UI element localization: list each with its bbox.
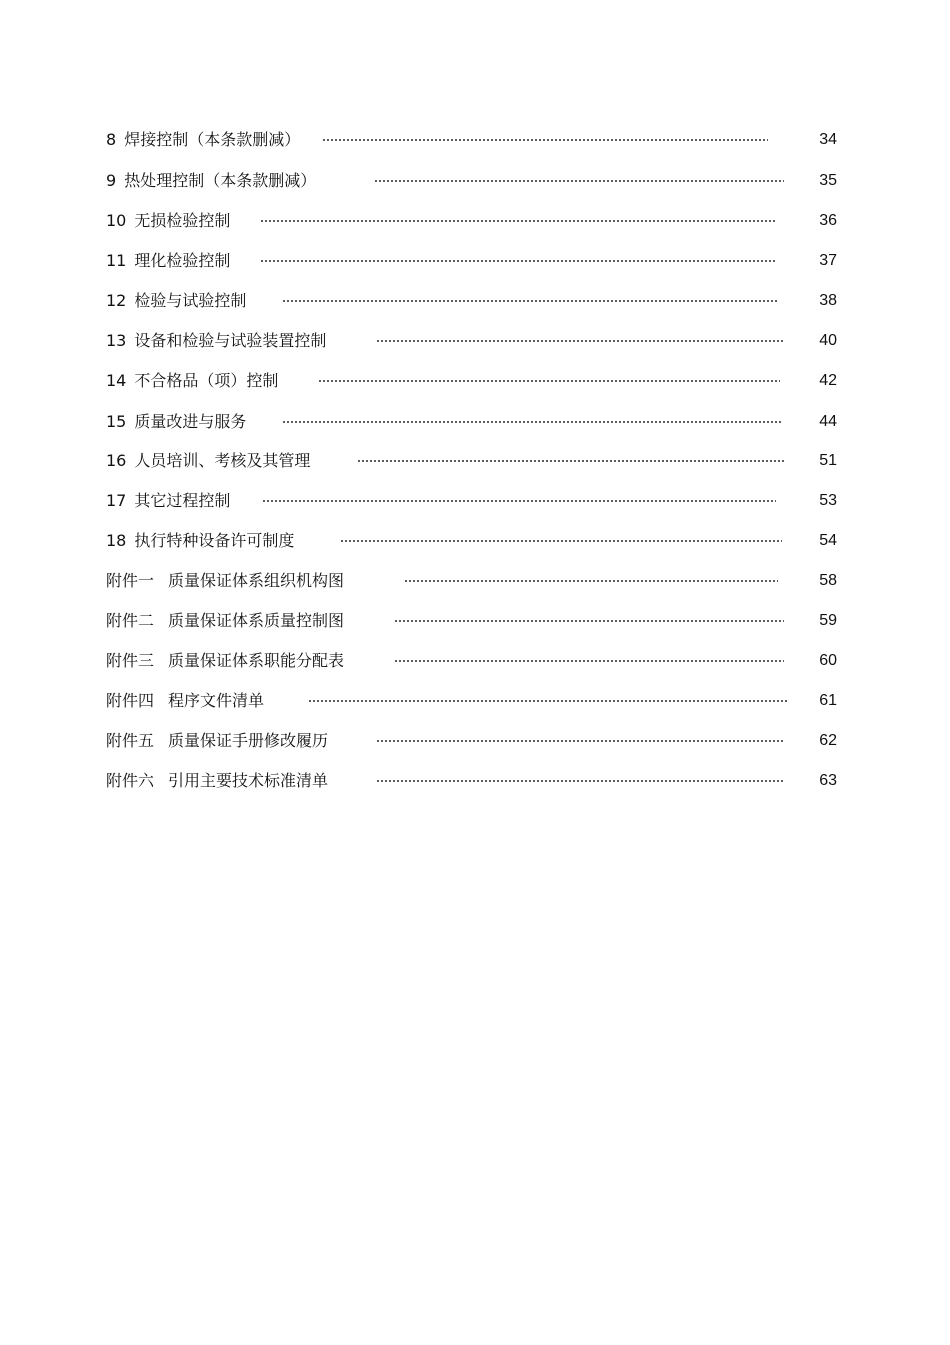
toc-entry-title	[106, 289, 246, 313]
dot-leader	[282, 421, 782, 423]
toc-entry-8[interactable]	[0, 128, 950, 152]
toc-entry-label: 焊接控制（本条款删减）	[124, 130, 301, 149]
toc-entry-annex-3[interactable]	[0, 649, 950, 673]
toc-entry-number: 12	[106, 291, 127, 310]
toc-entry-page: 54	[819, 532, 837, 549]
toc-entry-label: 设备和检验与试验装置控制	[134, 331, 327, 350]
dot-leader	[376, 740, 784, 742]
toc-entry-number: 附件四	[106, 691, 155, 710]
toc-entry-label: 质量保证手册修改履历	[168, 731, 329, 750]
toc-entry-label: 执行特种设备许可制度	[134, 531, 295, 550]
dot-leader	[260, 220, 776, 222]
toc-entry-annex-6[interactable]	[0, 769, 950, 793]
toc-entry-label: 人员培训、考核及其管理	[134, 451, 311, 470]
toc-entry-page: 63	[819, 772, 837, 789]
toc-entry-number: 11	[106, 251, 127, 270]
toc-entry-page: 37	[819, 252, 837, 269]
toc-entry-number: 9	[106, 171, 117, 190]
toc-entry-label: 质量保证体系职能分配表	[168, 651, 345, 670]
toc-entry-16[interactable]	[0, 449, 950, 473]
toc-entry-label: 热处理控制（本条款删减）	[124, 171, 317, 190]
toc-entry-page: 42	[819, 372, 837, 389]
toc-entry-title	[106, 209, 230, 233]
toc-entry-18[interactable]	[0, 529, 950, 553]
toc-entry-number: 18	[106, 531, 127, 550]
toc-entry-number: 附件六	[106, 771, 155, 790]
toc-entry-title	[106, 369, 278, 393]
toc-entry-page: 40	[819, 332, 837, 349]
toc-entry-title	[106, 689, 264, 713]
toc-entry-number: 附件三	[106, 651, 155, 670]
toc-entry-9[interactable]	[0, 169, 950, 193]
toc-entry-label: 质量保证体系组织机构图	[168, 571, 345, 590]
toc-entry-title	[106, 769, 328, 793]
dot-leader	[322, 139, 768, 141]
toc-entry-label: 理化检验控制	[134, 251, 231, 270]
toc-entry-page: 62	[819, 732, 837, 749]
toc-entry-title	[106, 128, 300, 152]
toc-entry-number: 10	[106, 211, 127, 230]
toc-entry-number: 附件五	[106, 731, 155, 750]
toc-entry-10[interactable]	[0, 209, 950, 233]
toc-entry-page: 58	[819, 572, 837, 589]
dot-leader	[340, 540, 782, 542]
toc-entry-title	[106, 249, 230, 273]
toc-entry-17[interactable]	[0, 489, 950, 513]
toc-entry-title	[106, 649, 344, 673]
toc-entry-number: 14	[106, 371, 127, 390]
toc-entry-annex-2[interactable]	[0, 609, 950, 633]
dot-leader	[394, 620, 784, 622]
dot-leader	[282, 300, 778, 302]
toc-entry-title	[106, 410, 246, 434]
toc-entry-label: 程序文件清单	[168, 691, 265, 710]
dot-leader	[376, 340, 784, 342]
toc-entry-page: 34	[819, 131, 837, 148]
dot-leader	[374, 180, 784, 182]
dot-leader	[260, 260, 776, 262]
toc-entry-14[interactable]	[0, 369, 950, 393]
toc-entry-15[interactable]	[0, 410, 950, 434]
toc-entry-label: 质量保证体系质量控制图	[168, 611, 345, 630]
toc-entry-label: 其它过程控制	[134, 491, 231, 510]
toc-entry-title	[106, 729, 328, 753]
dot-leader	[262, 500, 776, 502]
toc-entry-number: 17	[106, 491, 127, 510]
dot-leader	[318, 380, 780, 382]
toc-entry-page: 38	[819, 292, 837, 309]
toc-entry-page: 44	[819, 413, 837, 430]
dot-leader	[376, 780, 784, 782]
toc-entry-annex-4[interactable]	[0, 689, 950, 713]
toc-entry-12[interactable]	[0, 289, 950, 313]
dot-leader	[404, 580, 778, 582]
toc-entry-title	[106, 529, 294, 553]
toc-entry-title	[106, 569, 344, 593]
toc-entry-title	[106, 329, 326, 353]
toc-entry-page: 53	[819, 492, 837, 509]
toc-entry-page: 61	[819, 692, 837, 709]
dot-leader	[394, 660, 784, 662]
toc-entry-number: 附件二	[106, 611, 155, 630]
toc-entry-label: 引用主要技术标准清单	[168, 771, 329, 790]
toc-entry-title	[106, 609, 344, 633]
toc-entry-title	[106, 449, 310, 473]
toc-entry-label: 质量改进与服务	[134, 412, 247, 431]
toc-entry-annex-5[interactable]	[0, 729, 950, 753]
toc-entry-title	[106, 489, 230, 513]
toc-entry-11[interactable]	[0, 249, 950, 273]
toc-entry-title	[106, 169, 316, 193]
toc-entry-number: 附件一	[106, 571, 155, 590]
toc-entry-label: 无损检验控制	[134, 211, 231, 230]
toc-entry-number: 13	[106, 331, 127, 350]
toc-entry-page: 59	[819, 612, 837, 629]
dot-leader	[308, 700, 788, 702]
dot-leader	[357, 460, 784, 462]
toc-entry-number: 8	[106, 130, 117, 149]
toc-entry-page: 60	[819, 652, 837, 669]
toc-entry-page: 35	[819, 172, 837, 189]
toc-entry-number: 15	[106, 412, 127, 431]
toc-entry-13[interactable]	[0, 329, 950, 353]
toc-entry-number: 16	[106, 451, 127, 470]
toc-entry-annex-1[interactable]	[0, 569, 950, 593]
toc-entry-label: 不合格品（项）控制	[134, 371, 279, 390]
toc-entry-page: 36	[819, 212, 837, 229]
toc-entry-page: 51	[819, 452, 837, 469]
toc-entry-label: 检验与试验控制	[134, 291, 247, 310]
